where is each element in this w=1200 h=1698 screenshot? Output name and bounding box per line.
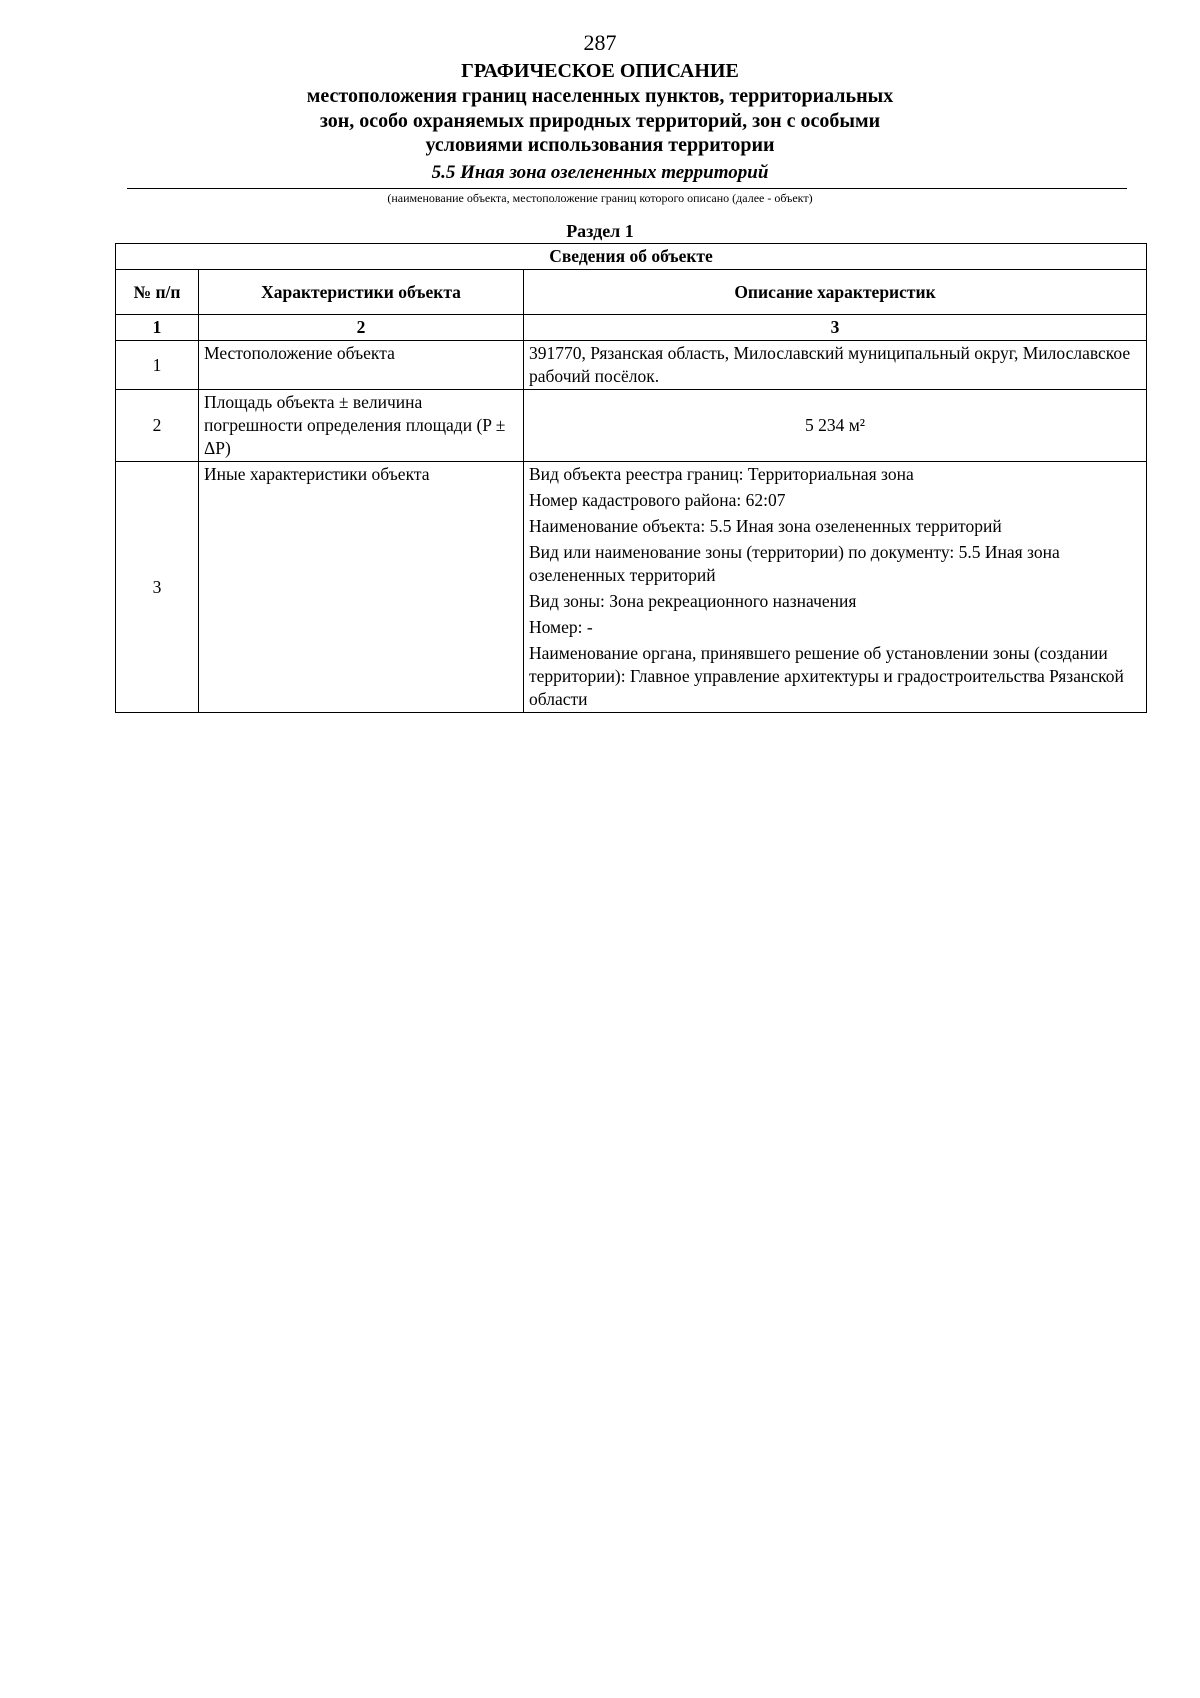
row-description	[524, 390, 1147, 462]
description-line: Наименование органа, принявшего решение об установлении зоны (создании территории): Главное управление архитектуры и градостроительства Рязанской области	[529, 643, 1124, 709]
object-caption: (наименование объекта, местоположение границ которого описано (далее - объект)	[387, 191, 813, 205]
row-characteristic: Площадь объекта ± величина погрешности определения площади (P ± ΔP)	[199, 390, 524, 462]
description-line: Наименование объекта: 5.5 Иная зона озелененных территорий	[529, 516, 1002, 536]
row-description	[524, 341, 1147, 390]
header-characteristic: Характеристики объекта	[199, 270, 524, 315]
description-line: 391770, Рязанская область, Милославский муниципальный округ, Милославское рабочий посёлок.	[529, 343, 1131, 386]
row-characteristic: Иные характеристики объекта	[199, 462, 524, 713]
object-name: 5.5 Иная зона озелененных территорий	[431, 162, 769, 183]
header-num: № п/п	[116, 270, 199, 315]
object-name-underline	[127, 188, 1127, 189]
table-row	[116, 390, 1147, 462]
row-description	[524, 462, 1147, 713]
description-line: 5 234 м²	[804, 415, 866, 435]
subtitle-line: зон, особо охраняемых природных территорий, зон с особыми	[319, 109, 881, 132]
column-number: 1	[116, 315, 199, 341]
column-number: 3	[524, 315, 1147, 341]
row-characteristic: Местоположение объекта	[199, 341, 524, 390]
column-number-row	[116, 315, 1147, 341]
page-number: 287	[583, 30, 617, 55]
row-number: 3	[116, 462, 199, 713]
table-caption-row	[116, 244, 1147, 270]
description-line: Номер кадастрового района: 62:07	[529, 490, 786, 510]
subtitle-line: условиями использования территории	[425, 134, 775, 156]
header-description: Описание характеристик	[524, 270, 1147, 315]
description-line: Вид зоны: Зона рекреационного назначения	[529, 591, 857, 611]
table-header-row	[116, 270, 1147, 315]
subtitle-line: местоположения границ населенных пунктов, территориальных	[306, 85, 894, 107]
column-number: 2	[199, 315, 524, 341]
row-number: 1	[116, 341, 199, 390]
section-title: Раздел 1	[566, 221, 634, 241]
table-row	[116, 341, 1147, 390]
description-line: Вид или наименование зоны (территории) по документу: 5.5 Иная зона озелененных территорий	[529, 542, 1060, 585]
description-line: Вид объекта реестра границ: Территориальная зона	[529, 464, 914, 484]
document-title: ГРАФИЧЕСКОЕ ОПИСАНИЕ	[461, 60, 739, 82]
table-caption: Сведения об объекте	[116, 244, 1147, 270]
document-subtitle	[0, 84, 1200, 158]
object-info-table	[115, 243, 1147, 713]
table-row	[116, 462, 1147, 713]
row-number: 2	[116, 390, 199, 462]
description-line: Номер: -	[529, 617, 593, 637]
